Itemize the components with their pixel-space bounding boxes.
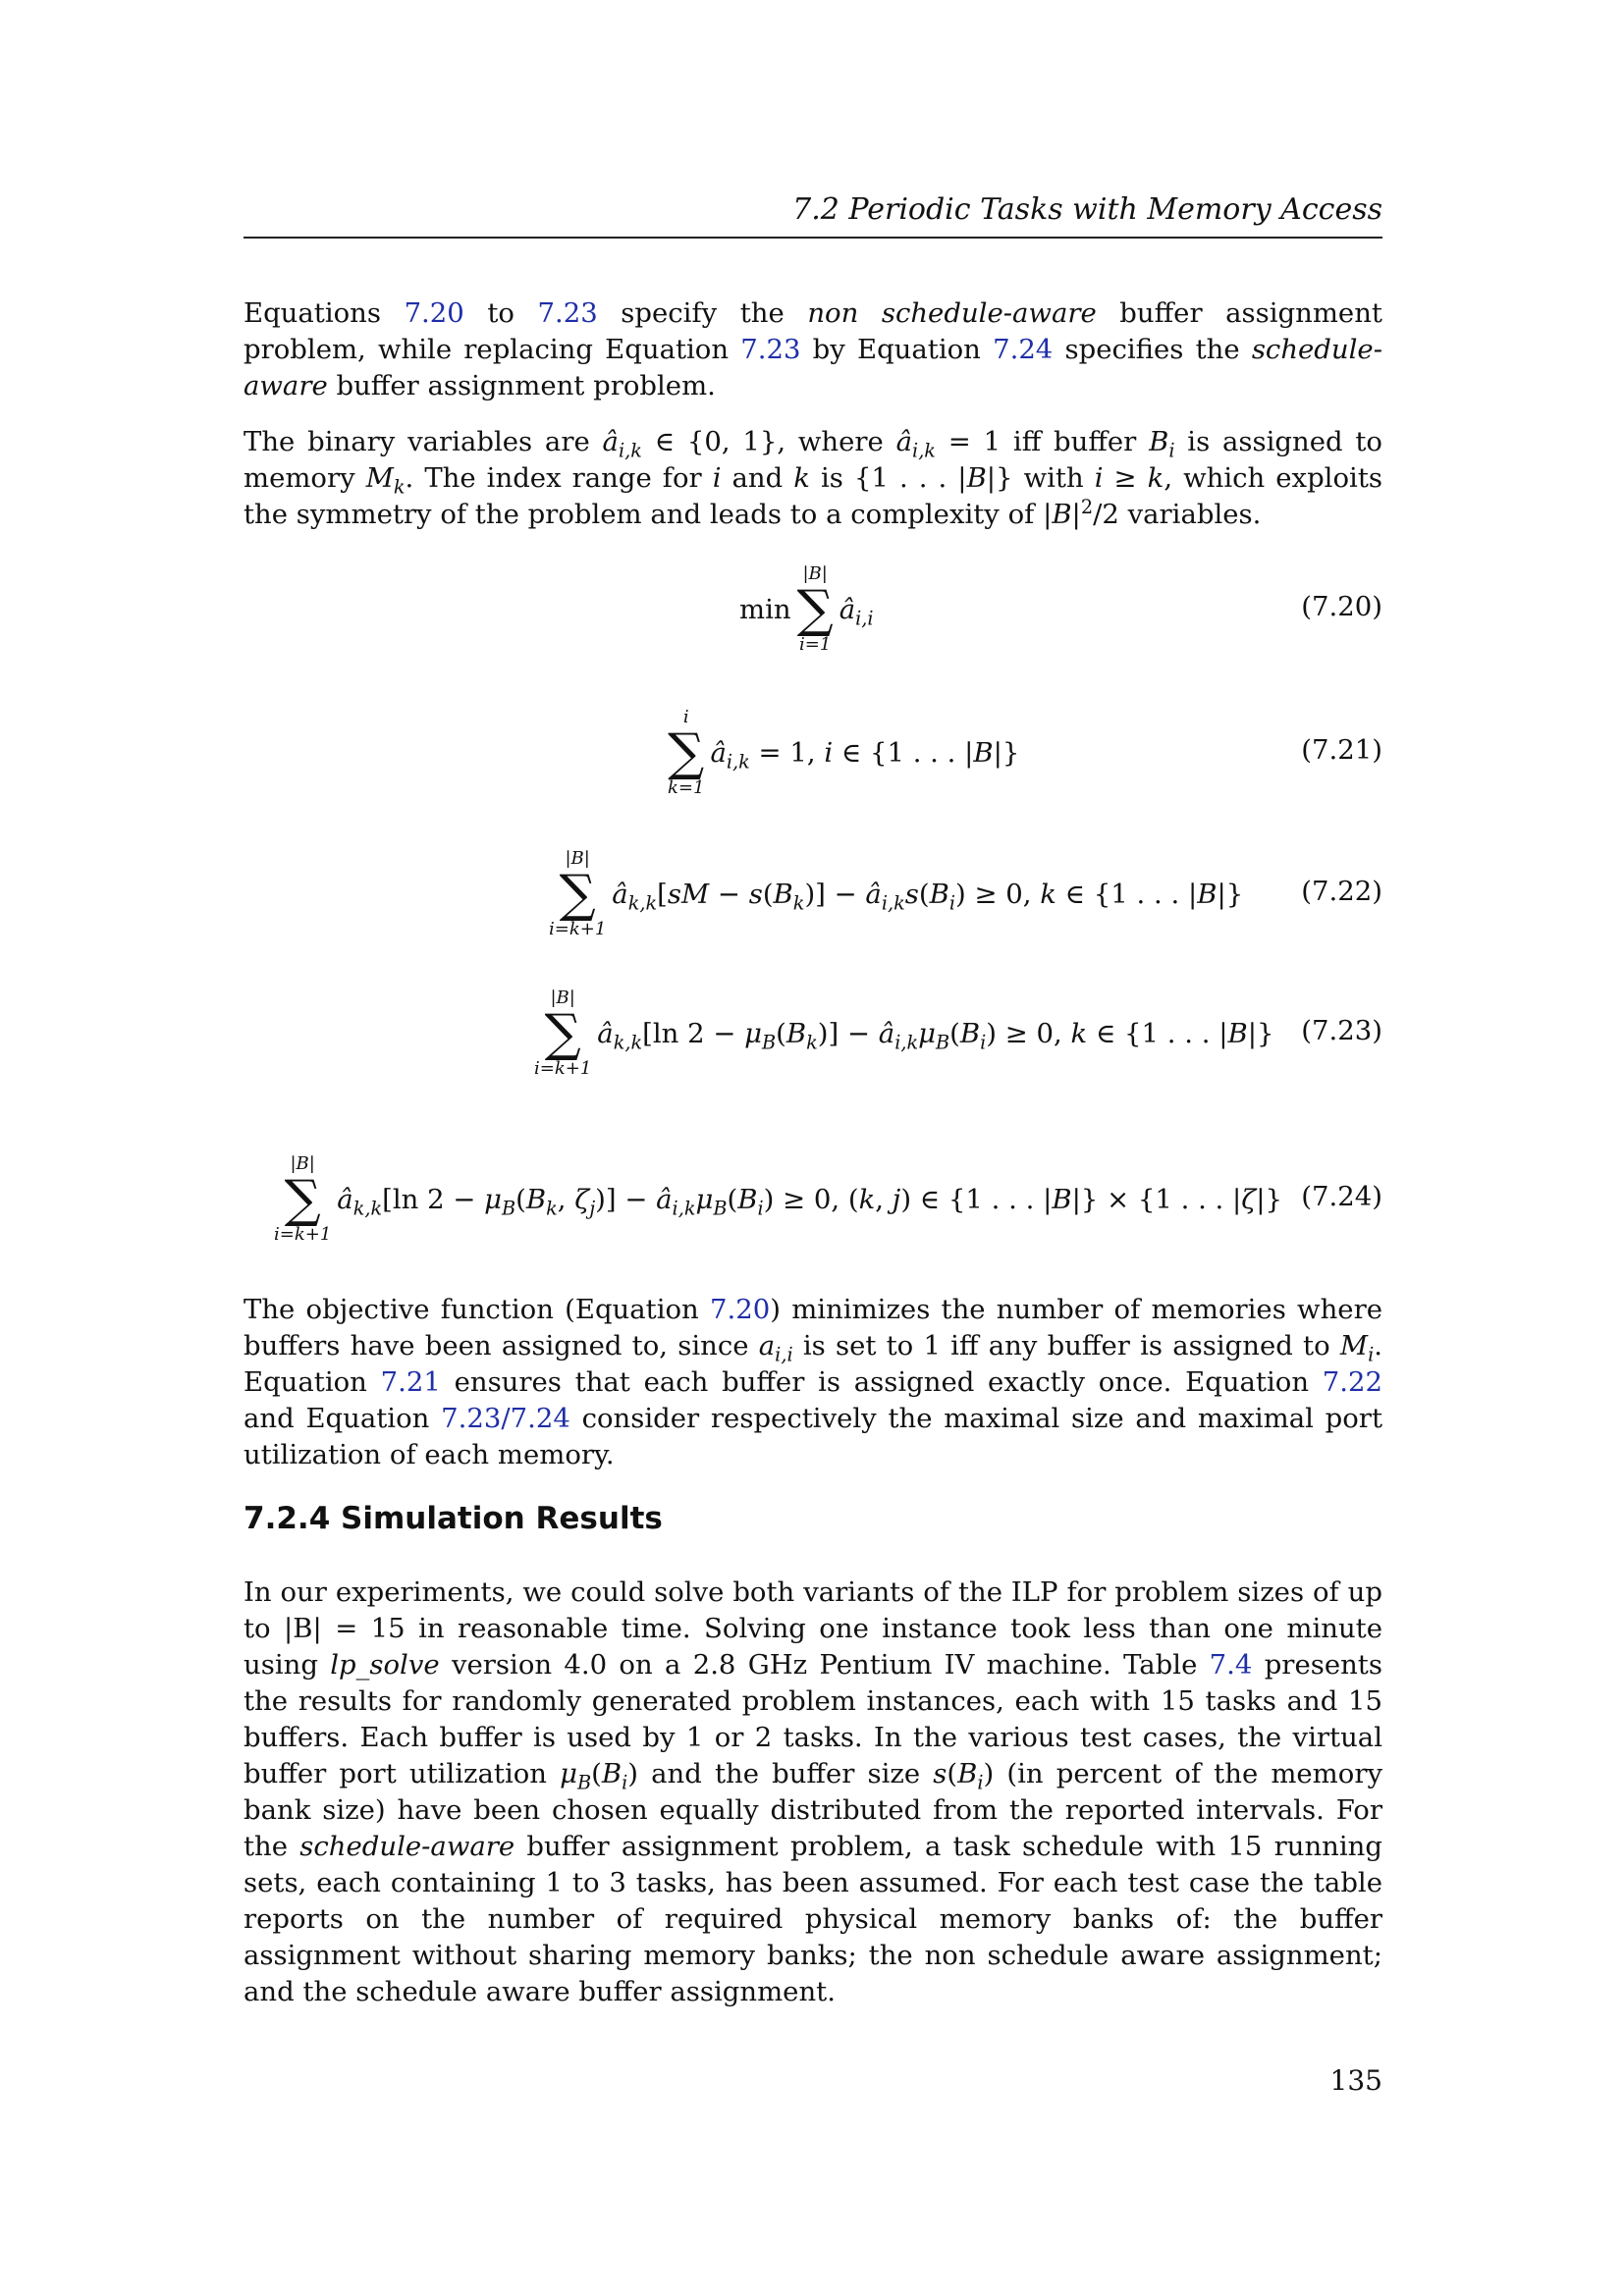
equation-7-20: min |B| ∑ i=1 $â_{i,i}$ (7.20) <box>739 563 1382 655</box>
equation-7-23: |B| ∑ i=k+1 $â_{k,k}[\ln$ $2 - \mu_B(B_k)$] − $â_{i,k}\mu_B(B_i) \ge 0$, k ∈ {1 . . . |B|} (7.23) <box>534 988 1382 1079</box>
paragraph-binary-variables: The binary variables are $â_{i,k}$ ∈ {0, 1}, where $â_{i,k} = 1$ iff buffer $B_i$ is assigned to memory $M_k$. The index range for i and k is {1 . . . |B|} with i ≥ k, which exploits the symmetry of the problem and leads to a complexity of $|B|^2/2$ variables. <box>244 426 1382 530</box>
equation-link-7-21[interactable]: 7.21 <box>380 1366 441 1398</box>
paragraph-problem-spec: Equations 7.20 to 7.23 specify the non schedule-aware buffer assignment problem, while replacing Equation 7.23 by Equation 7.24 specifies the schedule-aware buffer assignment problem. <box>244 297 1382 401</box>
equation-link-7-22[interactable]: 7.22 <box>1322 1366 1382 1398</box>
paragraph-simulation-results: In our experiments, we could solve both variants of the ILP for problem sizes of up to |B| = 15 in reasonable time. Solving one instance took less than one minute using lp_solve version 4.0 on a 2.8 GHz Pentium IV machine. Table 7.4 presents the results for randomly generated problem instances, each with 15 tasks and 15 buffers. Each buffer is used by 1 or 2 tasks. In the various test cases, the virtual buffer port utilization $\mu_B(B_i)$ and the buffer size $s(B_i)$ (in percent of the memory bank size) have been chosen equally distributed from the reported intervals. For the schedule-aware buffer assignment problem, a task schedule with 15 running sets, each containing 1 to 3 tasks, has been assumed. For each test case the table reports on the number of required physical memory banks of: the buffer assignment without sharing memory banks; the non schedule aware assignment; and the schedule aware buffer assignment. <box>244 1576 1382 2007</box>
equation-number: (7.21) <box>1301 734 1382 766</box>
page-number: 135 <box>1329 2064 1382 2097</box>
header-rule <box>244 237 1382 239</box>
equation-link-7-24[interactable]: 7.24 <box>993 334 1054 365</box>
equation-link-7-20[interactable]: 7.20 <box>710 1294 771 1325</box>
equation-link-7-20[interactable]: 7.20 <box>404 297 464 329</box>
equation-number: (7.23) <box>1301 1015 1382 1046</box>
paragraph-objective-function: The objective function (Equation 7.20) minimizes the number of memories where buffers have been assigned to, since $a_{i,i}$ is set to 1 iff any buffer is assigned to $M_i$. Equation 7.21 ensures that each buffer is assigned exactly once. Equation 7.22 and Equation 7.23/7.24 consider respectively the maximal size and maximal port utilization of each memory. <box>244 1294 1382 1470</box>
section-heading: 7.2.4 Simulation Results <box>244 1501 663 1536</box>
equation-number: (7.20) <box>1301 591 1382 622</box>
table-link-7-4[interactable]: 7.4 <box>1209 1649 1253 1681</box>
equation-link-7-23[interactable]: 7.23 <box>537 297 598 329</box>
equation-7-24: |B| ∑ i=k+1 $â_{k,k}[\ln$ $2 - \mu_B(B_k$, $\zeta_j$)] − $â_{i,k}\mu_B(B_i) \ge 0$, (k, j) ∈ {1 . . . |B|} × {1 . . . |ζ|} (7.24) <box>274 1153 1382 1245</box>
equation-link-7-23-7-24[interactable]: 7.23/7.24 <box>441 1403 570 1434</box>
equation-number: (7.22) <box>1301 876 1382 907</box>
equation-7-21: i ∑ k=1 $â_{i,k} = 1$, i ∈ {1 . . . |B|} (7.21) <box>668 707 1382 798</box>
running-header: 7.2 Periodic Tasks with Memory Access <box>792 192 1382 227</box>
equation-7-22: |B| ∑ i=k+1 $â_{k,k}[sM - s(B_k)]$ − $â_{i,k}s(B_i) \ge 0$, k ∈ {1 . . . |B|} (7.22) <box>549 848 1382 939</box>
equation-link-7-23[interactable]: 7.23 <box>740 334 801 365</box>
equation-number: (7.24) <box>1301 1181 1382 1212</box>
